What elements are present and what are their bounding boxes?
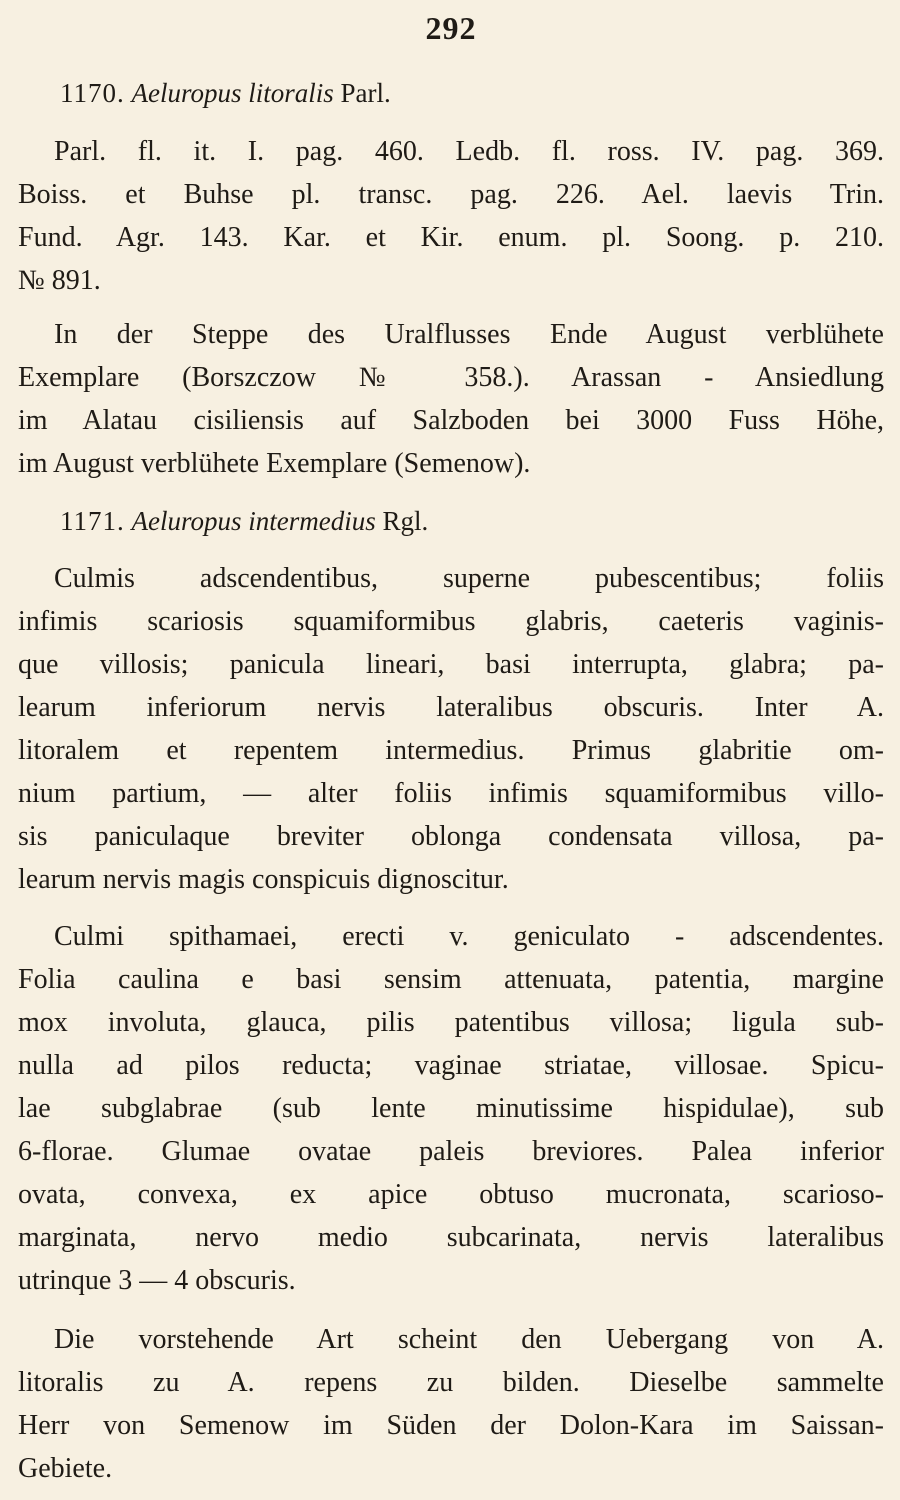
text-line: im Alatau cisiliensis auf Salzboden bei 3000 Fuss Höhe,	[18, 405, 884, 436]
text-line: litoralis zu A. repens zu bilden. Dieselbe sammelte	[18, 1367, 884, 1398]
text-line: ovata, convexa, ex apice obtuso mucronata, scarioso-	[18, 1179, 884, 1210]
species-number: 1170.	[60, 78, 125, 108]
page	[18, 0, 884, 1500]
species-heading-1170	[60, 78, 391, 109]
description-paragraph	[18, 915, 884, 1302]
text-line: Parl. fl. it. I. pag. 460. Ledb. fl. ross. IV. pag. 369.	[54, 136, 884, 167]
species-number: 1171.	[60, 506, 125, 536]
species-heading-1171	[60, 506, 428, 537]
text-line: Fund. Agr. 143. Kar. et Kir. enum. pl. Soong. p. 210.	[18, 222, 884, 253]
text-line: Herr von Semenow im Süden der Dolon-Kara im Saissan-	[18, 1410, 884, 1441]
text-line: im August verblühete Exemplare (Semenow).	[18, 448, 531, 479]
text-line: Culmis adscendentibus, superne pubescentibus; foliis	[54, 563, 884, 594]
species-name: Aeluropus intermedius	[131, 506, 376, 536]
text-line: nium partium, — alter foliis infimis squamiformibus villo-	[18, 778, 884, 809]
text-line: Folia caulina e basi sensim attenuata, patentia, margine	[18, 964, 884, 995]
text-line: litoralem et repentem intermedius. Primus glabritie om-	[18, 735, 884, 766]
text-line: que villosis; panicula lineari, basi interrupta, glabra; pa-	[18, 649, 884, 680]
text-line: sis paniculaque breviter oblonga condensata villosa, pa-	[18, 821, 884, 852]
text-line: marginata, nervo medio subcarinata, nervis lateralibus	[18, 1222, 884, 1253]
text-line: infimis scariosis squamiformibus glabris, caeteris vaginis-	[18, 606, 884, 637]
text-line: In der Steppe des Uralflusses Ende August verblühete	[54, 319, 884, 350]
species-author: Rgl.	[382, 506, 429, 536]
remarks-paragraph	[18, 1318, 884, 1490]
text-line: Culmi spithamaei, erecti v. geniculato - adscendentes.	[54, 921, 884, 952]
references-paragraph	[18, 130, 884, 302]
locality-paragraph	[18, 313, 884, 485]
species-name: Aeluropus litoralis	[131, 78, 334, 108]
text-line: utrinque 3 — 4 obscuris.	[18, 1265, 296, 1296]
text-line: Boiss. et Buhse pl. transc. pag. 226. Ael. laevis Trin.	[18, 179, 884, 210]
text-line: Gebiete.	[18, 1453, 113, 1484]
species-author: Parl.	[340, 78, 391, 108]
diagnosis-paragraph	[18, 557, 884, 901]
text-line: Exemplare (Borszczow № 358.). Arassan - Ansiedlung	[18, 362, 884, 393]
text-line: learum inferiorum nervis lateralibus obscuris. Inter A.	[18, 692, 884, 723]
text-line: 6-florae. Glumae ovatae paleis breviores. Palea inferior	[18, 1136, 884, 1167]
text-line: Die vorstehende Art scheint den Uebergang von A.	[54, 1324, 884, 1355]
text-line: № 891.	[18, 265, 101, 296]
text-line: mox involuta, glauca, pilis patentibus villosa; ligula sub-	[18, 1007, 884, 1038]
page-number: 292	[425, 10, 477, 46]
text-line: nulla ad pilos reducta; vaginae striatae, villosae. Spicu-	[18, 1050, 884, 1081]
text-line: learum nervis magis conspicuis dignoscitur.	[18, 864, 509, 895]
text-line: lae subglabrae (sub lente minutissime hispidulae), sub	[18, 1093, 884, 1124]
